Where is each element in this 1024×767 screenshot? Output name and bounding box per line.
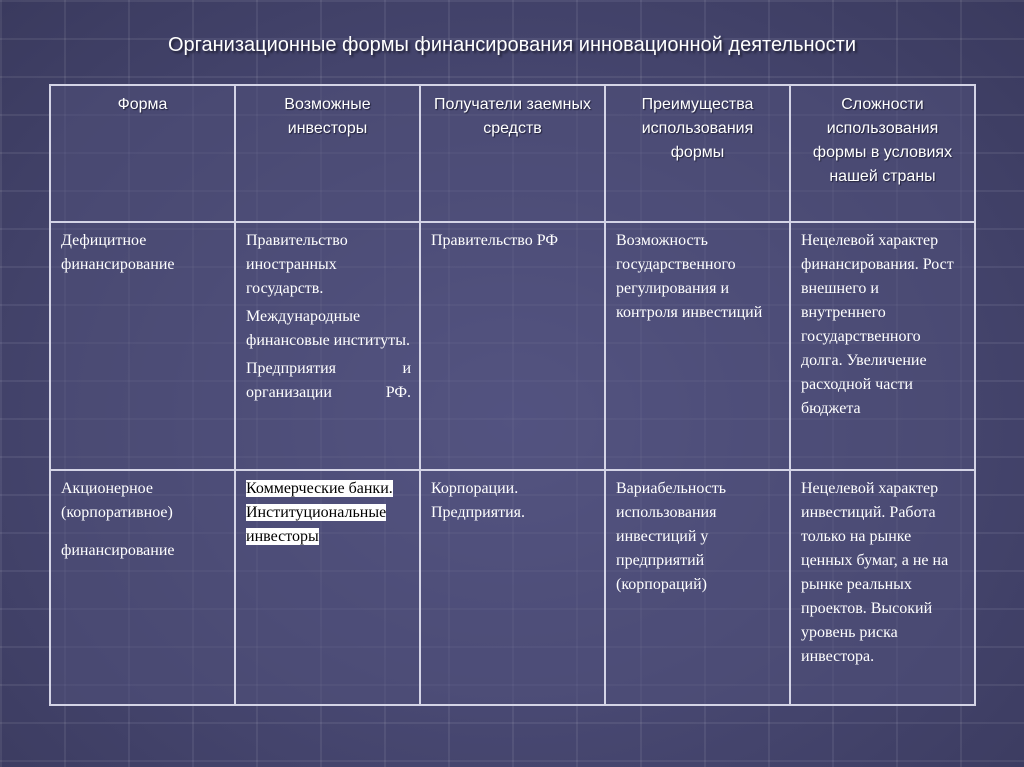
cell-form [50,470,235,705]
financing-forms-table [49,84,976,706]
investor-item: Правительство иностранных государств. [246,232,348,297]
cell-investors [235,470,420,705]
investor-item-highlighted [246,477,411,549]
header-investors: Возможные инвесторы [235,85,420,222]
cell-form [50,222,235,470]
cell-difficulties: Нецелевой характер инвестиций. Работа только на рынке ценных бумаг, а не на рынке реальных проектов. Высокий уровень риска инвестора. [790,470,975,705]
cell-recipients: Правительство РФ [420,222,605,470]
header-difficulties: Сложности использования формы в условиях нашей страны [790,85,975,222]
header-form: Форма [50,85,235,222]
header-advantages: Преимущества использования формы [605,85,790,222]
table-header-row [50,85,975,222]
cell-investors [235,222,420,470]
slide-title: Организационные формы финансирования инновационной деятельности [167,34,857,56]
cell-difficulties: Нецелевой характер финансирования. Рост внешнего и внутреннего государственного долга. Увеличение расходной части бюджета [790,222,975,470]
investor-item: Международные финансовые институты. [246,308,410,349]
form-name: Акционерное (корпоративное) [61,480,173,521]
form-name-continued: финансирование [61,542,175,559]
investor-item-text: Коммерческие банки. Институциональные инвесторы [246,480,393,545]
header-recipients: Получатели заемных средств [420,85,605,222]
cell-recipients: Корпорации. Предприятия. [420,470,605,705]
form-name: Дефицитное финансирование [61,232,175,273]
table-row [50,470,975,705]
investor-item: Предприятия и организации РФ. [246,360,411,401]
table-row [50,222,975,470]
cell-advantages: Возможность государственного регулирования и контроля инвестиций [605,222,790,470]
cell-advantages: Вариабельность использования инвестиций у предприятий (корпораций) [605,470,790,705]
